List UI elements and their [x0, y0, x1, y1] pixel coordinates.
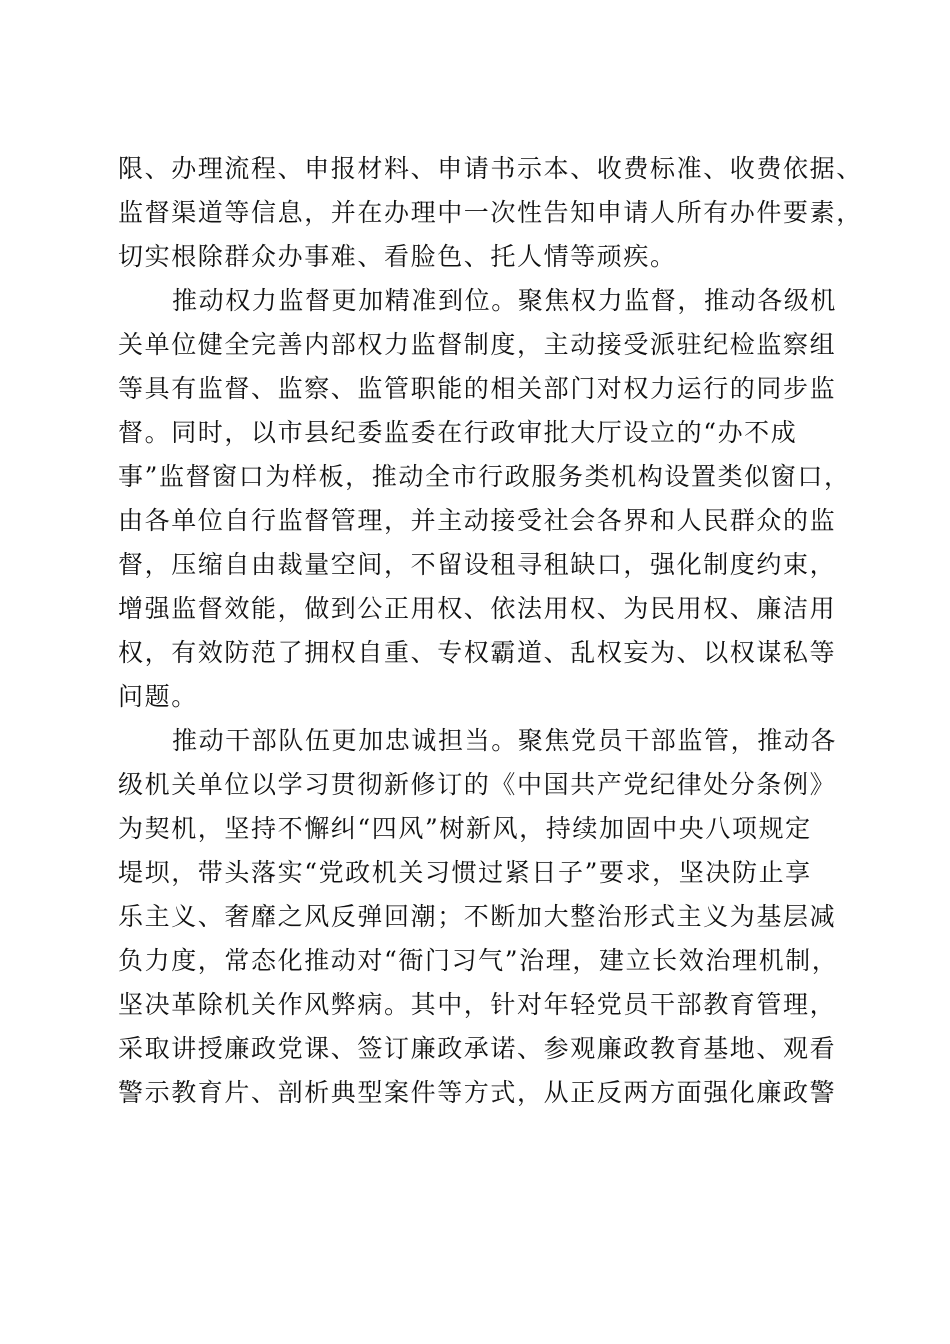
text-line: 负力度，常态化推动对“衙门习气”治理，建立长效治理机制，	[118, 946, 839, 975]
text-line: 坚决革除机关作风弊病。其中，针对年轻党员干部教育管理，	[118, 990, 837, 1019]
text-line: 督，压缩自由裁量空间，不留设租寻租缺口，强化制度约束，	[118, 550, 837, 579]
text-line: 警示教育片、剖析典型案件等方式，从正反两方面强化廉政警	[118, 1078, 837, 1107]
text-line: 为契机，坚持不懈纠“四风”树新风，持续加固中央八项规定	[118, 814, 812, 843]
text-line: 推动干部队伍更加忠诚担当。聚焦党员干部监管，推动各	[172, 726, 838, 755]
text-line: 堤坝，带头落实“党政机关习惯过紧日子”要求，坚决防止享	[118, 858, 812, 887]
text-line: 事”监督窗口为样板，推动全市行政服务类机构设置类似窗口，	[118, 462, 851, 491]
text-line: 由各单位自行监督管理，并主动接受社会各界和人民群众的监	[118, 506, 837, 535]
text-line: 等具有监督、监察、监管职能的相关部门对权力运行的同步监	[118, 374, 837, 403]
text-line: 督。同时，以市县纪委监委在行政审批大厅设立的“办不成	[118, 418, 798, 447]
text-line: 监督渠道等信息，并在办理中一次性告知申请人所有办件要素，	[118, 198, 863, 227]
text-line: 权，有效防范了拥权自重、专权霸道、乱权妄为、以权谋私等	[118, 638, 837, 667]
text-line: 级机关单位以学习贯彻新修订的《中国共产党纪律处分条例》	[118, 770, 837, 799]
text-line: 切实根除群众办事难、看脸色、托人情等顽疾。	[118, 242, 677, 271]
text-line: 采取讲授廉政党课、签订廉政承诺、参观廉政教育基地、观看	[118, 1034, 837, 1063]
text-line: 乐主义、奢靡之风反弹回潮；不断加大整治形式主义为基层减	[118, 902, 837, 931]
text-line: 问题。	[118, 682, 198, 711]
text-line: 增强监督效能，做到公正用权、依法用权、为民用权、廉洁用	[118, 594, 837, 623]
text-line: 限、办理流程、申报材料、申请书示本、收费标准、收费依据、	[118, 154, 863, 183]
text-line: 推动权力监督更加精准到位。聚焦权力监督，推动各级机	[172, 286, 838, 315]
text-line: 关单位健全完善内部权力监督制度，主动接受派驻纪检监察组	[118, 330, 837, 359]
